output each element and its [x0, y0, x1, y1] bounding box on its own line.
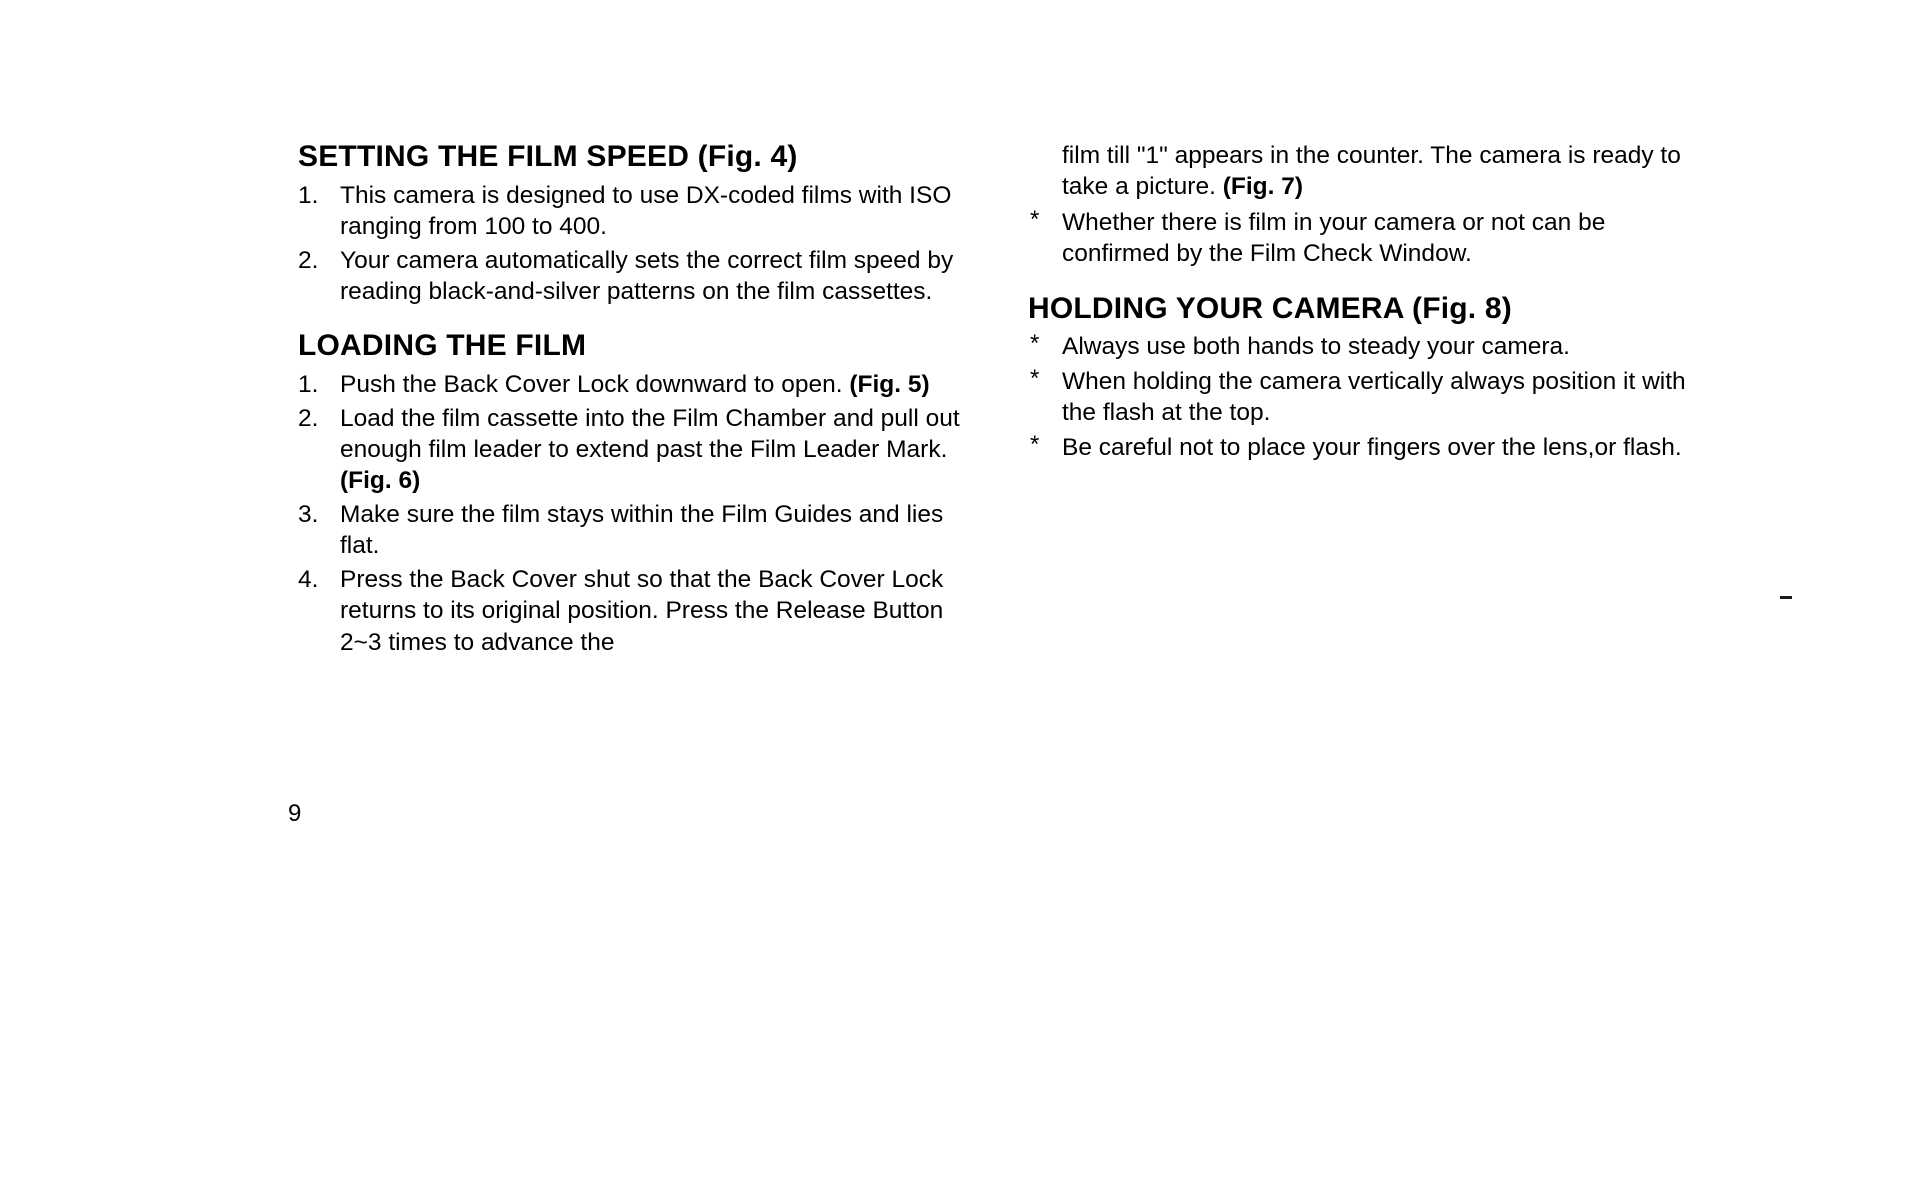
- list-item: [298, 369, 978, 400]
- asterisk-icon: *: [1030, 205, 1040, 233]
- list-item: [1028, 207, 1708, 270]
- list-item: [1028, 432, 1708, 463]
- list-item-text: Push the Back Cover Lock downward to open.: [340, 371, 850, 399]
- list-item-number: 1.: [298, 371, 319, 399]
- list-item: [298, 245, 978, 308]
- left-column: [298, 140, 978, 660]
- list-item: [1028, 366, 1708, 429]
- section-title-loading-the-film: LOADING THE FILM: [298, 329, 587, 363]
- list-item-text: Make sure the film stays within the Film Guides and lies flat.: [340, 500, 944, 560]
- asterisk-icon: *: [1030, 364, 1040, 392]
- continuation-paragraph: [1028, 140, 1708, 203]
- continuation-figure-ref: (Fig. 7): [1222, 173, 1303, 201]
- list-item-number: 1.: [298, 181, 319, 209]
- holding-your-camera-bullets: [1028, 331, 1708, 463]
- section-title-holding-your-camera: HOLDING YOUR CAMERA (Fig. 8): [1028, 291, 1512, 325]
- list-item: [298, 180, 978, 243]
- list-item: [1028, 331, 1708, 362]
- list-item-text: Whether there is film in your camera or not can be confirmed by the Film Check Window.: [1062, 208, 1606, 268]
- asterisk-icon: *: [1030, 430, 1040, 458]
- list-item: [298, 564, 978, 658]
- list-item-number: 3.: [298, 500, 319, 528]
- loading-the-film-list: [298, 369, 978, 658]
- list-item-number: 2.: [298, 404, 319, 432]
- list-item: [298, 499, 978, 562]
- list-item-text: Press the Back Cover shut so that the Back Cover Lock returns to its original position. Press the Release Button 2~3 times to advance the: [340, 565, 944, 656]
- list-item: [298, 403, 978, 497]
- page-number: 9: [288, 800, 302, 827]
- list-item-number: 4.: [298, 565, 319, 593]
- list-item-number: 2.: [298, 246, 319, 274]
- list-item-text: Load the film cassette into the Film Chamber and pull out enough film leader to extend past the Film Leader Mark.: [340, 404, 960, 463]
- section-title-setting-film-speed: SETTING THE FILM SPEED (Fig. 4): [298, 140, 798, 173]
- list-item-text: Be careful not to place your fingers over the lens,or flash.: [1062, 433, 1682, 461]
- list-item-text: Your camera automatically sets the correct film speed by reading black-and-silver patterns on the film cassettes.: [340, 246, 954, 305]
- list-item-text: When holding the camera vertically always position it with the flash at the top.: [1062, 367, 1686, 427]
- stray-mark: [1780, 596, 1792, 599]
- list-item-figure-ref: (Fig. 6): [340, 467, 421, 495]
- continuation-text: film till "1" appears in the counter. The camera is ready to take a picture.: [1062, 142, 1681, 201]
- film-check-bullets: [1028, 207, 1708, 270]
- right-column: [1028, 140, 1708, 466]
- asterisk-icon: *: [1030, 330, 1040, 358]
- list-item-figure-ref: (Fig. 5): [849, 371, 930, 399]
- list-item-text: Always use both hands to steady your camera.: [1062, 333, 1570, 361]
- setting-film-speed-list: [298, 180, 978, 308]
- list-item-text: This camera is designed to use DX-coded films with ISO ranging from 100 to 400.: [340, 181, 952, 241]
